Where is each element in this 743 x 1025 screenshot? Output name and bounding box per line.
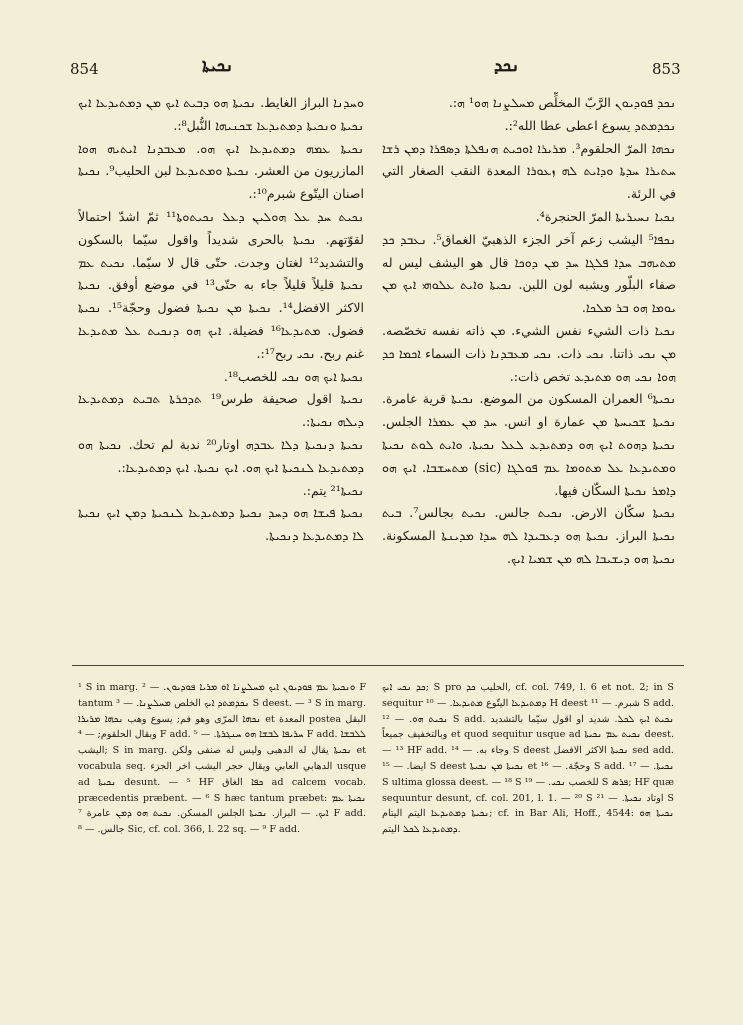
lexicon-entry: ܢܟܝܬܐ اقول صحيفة طرس¹⁹ ܬܕܟܪܬܐ ܬܒܝܬ ܕܡܬܝܕܥܐ ܕܝܠܗ ܢܟܝܬܐ:. <box>78 391 364 430</box>
footnotes-right-column <box>382 680 674 880</box>
lexicon-entry: ܘܚܕܢܐ البراز الغايط. ܢܟܝܬܐ ܗܘ ܕܒܝܬ ܐܝܟ ܡܢ ܕܡܬܝܕܥܐ ܐܝܟ ܢܟܝܬܐ ܘܢܟܝܬܐ ܕܡܬܝܕܥܐ ܫܟܢܝܗܐ النُّبل⁸:. <box>78 95 364 133</box>
lexicon-entry: ܢܟܝܬܐ⁶ العمران المسكون من الموضع. ܢܟܝܬܐ قرية عامرة. ܢܟܝܬܐ ܫܟܝܚܬܐ ܡܢ عمارة او انس. ܚܕ ܡܢ ܥܡܪܐ الجلس. ܢܟܝܬܐ ܕܗܘܬ ܐܝܟ ܗܘ ܕܡܬܝܕܥ ܠܥܠ ܢܟܝܬܐ. ܘܐܝܬ ܠܘܬ ܢܟܝܬܐ ܘܡܬܝܕܥܐ ܥܠ ܡܬܘܡܐ ܥܡ ܦܘܠܓܐ (sic) ܡܬܚܫܒܐ. ܐܝܟ ܗܘ ܕܐܡܪ ܢܟܝܬܐ السكّان فيها. <box>382 391 676 498</box>
right-page-number: 853 <box>652 60 681 78</box>
left-page-number: 854 <box>70 60 99 78</box>
lexicon-entry: ܢܟܗܐ المرّ الحلقوم³. ܡܪܝܪܐ ܐܘܟܝܬ ܗܢܦܠܬܐ ܕܣܦܪܐ ܕܡܢ ܪܫܐ ܚܬܝܪܐ ܚܕܬܐ ܘܕܐܝܬ ܠܗ ܙܥܘܪܐ المعدة النقب الصغار التي في الرئة. <box>382 140 676 202</box>
left-text-column <box>78 92 364 652</box>
right-text-column <box>382 92 676 652</box>
left-running-head: ܢܟܝܬܐ <box>202 56 234 76</box>
lexicon-entry: ܢܟܝܬܐ ܦܝܫܐ ܗܘ ܕܚܕ ܢܟܝܬܐ ܕܡܬܝܕܥܐ ܠܢܟܝܬܐ ܕܡܢ ܐܝܟ ܢܟܝܬܐ ܠܐ ܕܡܬܝܕܥܐ ܕܢܟܝܬܐ. <box>78 505 364 544</box>
footnote-divider <box>72 665 684 666</box>
right-running-head: ܢܟܕ <box>494 56 520 76</box>
lexicon-entry: ܢܟܝܬܐ ܥܡܗ ܕܡܬܝܕܥܐ ܐܝܟ ܗܘ. ܡܥܒܕܢܐ ܐܝܬܝܗ ܗܘܐ المازريون من العشر. ܢܟܝܬܐ ܘܡܬܝܕܥܐ لبن الحليب⁹. ܢܟܝܬܐ اصنان اليتّوع شبرم¹⁰:. <box>78 140 364 202</box>
lexicon-entry: ܢܟܕܡܬܕ يسوع اعطى عطا الله²:. <box>504 117 676 133</box>
footnote-block: ܟܕ ܢܟܝ ܐܝܟ; S pro الحليب ܟܕ, cf. col. 749, l. 6 et not. 2; in S sequitur ܕܡܬܝܕܥܐ اليتّوع ܡܬܝܕܥܐ. — ¹⁰ H deest شبرم. — ¹¹ S add. ܢܟܝܬ ܗܘ. — ¹² S add. ܢܟܝܬ ܐܝܟ ܠܟܠ. شديد او اقول سيّما بالتشديد وبالتخفيف جميعاً et quod sequitur usque ad ܢܟܝܬ ܥܡ ܢܟܝܬܐ deest. — ¹³ HF add. وجاء به. — ¹⁴ S deest ܢܟܝܬܐ الاكثر الافضل sed add. ايضا. — ¹⁵ S deest ܢܟܝܬܐ ܡܢ ܢܟܝܬܐ et وحجّة. — ¹⁶ S add. ܢܟܝܬܐ. — ¹⁷ S ultima glossa deest. — ¹⁸ S للخصب ܢܟܝ. — ¹⁹ S ܦܪܣ; HF quæ sequuntur desunt, cf. col. 201, l. 1. — ²⁰ S اوتاد ܢܟܝܬܐ. — ²¹ S ܢܟܝܬܐ ܕܡܬܝܕܥܐ اليتم اليتام; cf. in Bar Ali, Hoff., 4544: ܢܟܝܬܐ ܗܘ ܕܡܬܝܕܥܐ ܠܟܠ اليتم. <box>382 682 674 836</box>
lexicon-entry: ܢܟܝܬ ܚܕ ܥܠ ܗܘܠܝܢ ܕܥܠ ܢܟܝܬܘܬܐ¹¹ ثمّ اشدّ احتمالاً لقوّتهم. ܢܟܝܬܐ بالحرى شديداً واقول سيّما بالسكون والتشديد¹² لغتان وجدت. حتّى قال لا سيّما. ܢܟܝܬ ܥܡ ܢܟܝܬܐ قليلاً قليلاً جاء به حتّى¹³ في موضع أوفق. ܢܟܝܬܐ الاكثر الافضل¹⁴. ܢܟܝܬܐ ܡܢ ܢܟܝܬܐ فضول وحجّة¹⁵. ܢܟܝܬܐ فضول. ܡܬܝܕܥܐ¹⁶ فضيلة. ܐܝܟ ܗܘ ܕܢܟܝܬ ܥܠ ܡܬܝܕܥܐ غنم ربح. ܢܟܝ ربح¹⁷:. <box>78 208 364 361</box>
lexicon-entry: ܢܟܝܬܐ ܕܢܟܝܬܐ ܕܠܐ ܥܒܕܗ اوتار²⁰ ندبة لم تحك. ܢܟܝܬܐ ܗܘ ܕܡܬܝܕܥܐ ܠܢܟܝܬܐ ܐܝܟ ܗܘ. ܐܝܟ ܢܟܝܬܐ. ܐܝܟ ܕܡܬܝܕܥܐ:. <box>78 436 364 475</box>
lexicon-entry: ܢܟܝܬܐ ܐܝܟ ܗܘ ܢܟܝ للخصب¹⁸. <box>223 368 364 384</box>
lexicon-entry: ܢܟܝܐ ذات الشيء نفس الشيء. ܡܢ ذاته نفسه تخصّصه. ܡܢ ܢܟܝ ذاتنا. ܢܟܝ ذات. ܢܟܝ ܡܥܒܕܢܐ ذات السماء ܐܟܡܐ ܟܕ ܗܘܐ ܢܟܝ ܗܘ ܡܬܝܕܥ تخص ذات:. <box>382 322 676 384</box>
lexicon-entry: ܢܟܝܬܐ سكّان الارض. ܢܟܝܬ جالس. ܢܟܝܬ بجالس⁷. ܒܝܬ ܢܟܝܬܐ البراز. ܢܟܝܬܐ ܗܘ ܕܥܒܝܕܐ ܠܗ ܚܕܐ ܡܕܝܢܬܐ المسكونة. ܢܟܝܬܐ ܗܘ ܕܝܫܝܒܐ ܠܗ ܡܢ ܫܡܝܐ ܐܝܟ. <box>382 505 676 566</box>
lexicon-entry: ܢܟܝܬܐ²¹ يتم:. <box>302 482 364 498</box>
lexicon-entry: ܢܟܝܐ ܢܚܝܪܝܬܐ المرّ الحنجرة⁴. <box>535 208 676 224</box>
lexicon-entry: ܢܟܦܐ⁵ اليشب زعم آخر الجزء الذهبيّ الغماق⁵. ܢܥܒܕ ܟܕ ܡܬܝܗܒ ܚܕܐ ܦܠܓܐ ܚܕ ܡܢ ܕܘܟܐ قال هو اليشف ليس له صفاء البلّور ويشبه لون اللبن. ܢܟܝܬܐ ܘܐܝܬ ܥܠܘܗܝ ܐܝܟ ܡܢ ܝܘܡܐ ܗܘ ܒܪ ܡܠܟܐ. <box>382 231 676 316</box>
footnotes-left-column <box>78 680 366 880</box>
lexicon-entry: ܢܟܕ ܦܘܕܝܘܢ الرَّبّ المخلِّص ܡܚܠܨܢܐ ܗܘ¹ ܗ:. <box>448 95 676 110</box>
footnote-block: ¹ S in marg. ܘܢܟܝܬܐ ܥܡ ܦܘܕܝܘܢ ܐܝܟ ܡܚܠܨܢܐ ܐܘ ܡܪܝܐ ܦܘܕܝܘܢ. — ² F tantum ܢܟܕܡܬܕ ܐܝܟ الخلص ܡܚܠܨܢܐ. — ³ S deest. — ³ S in marg. ܢܟܗܐ المرّى وهو فم; يسوع وهب ܢܟܗܐ ܡܪܝܪܐ et المعدة postea البقل وبقال الحلقوم; — ⁴ F add. ܚܪܝܦܐ ܠܒܫܐ ܗܘ ܚܢܓܪܬܐ. — ⁵ F add. ܠܠܒܫܐ اليشب; S in marg. ܢܟܝܬܐ يقال له الدهبى وليس له صنفى ولكن et vocabula seq. الدهابي العابي ويقال حجر اليشب اخر الجزء usque ad ܢܟܝܬܐ desunt. — ⁵ HF ܟܦܐ الغاق ad calcem vocab. præcedentis præbent. — ⁶ S hæc tantum præbet: ܢܟܝܬܐ ܥܡ ܐܝܟ. — البراز. ܢܟܝܬܐ الجلس المسكن. ܢܟܝܬ ܗܘ ܕܡܢ عامرة ⁷ F add. جالس. — ⁸ Sic, cf. col. 366, l. 22 sq. — ⁹ F add. <box>78 682 366 836</box>
